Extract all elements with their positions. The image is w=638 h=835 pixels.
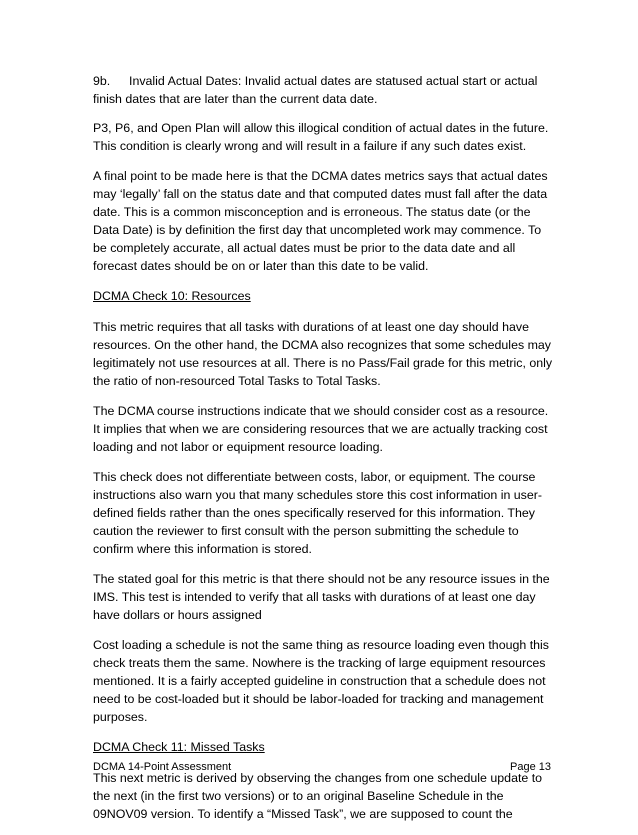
paragraph: The DCMA course instructions indicate that we should consider cost as a resource. It implies that when we are considering resources that we are actually tracking cost loading and not labor or equipment resource loading. bbox=[93, 404, 549, 454]
paragraph: This check does not differentiate between costs, labor, or equipment. The course instructions also warn you that many schedules store this cost information in user-defined fields rather than the ones specifically reserved for this information. They caution the reviewer to first consult with the person submitting the schedule to confirm where this information is stored. bbox=[93, 470, 543, 556]
paragraph: A final point to be made here is that the DCMA dates metrics says that actual dates may ‘legally’ fall on the status date and that computed dates must fall after the data date. This is a common misconception and is erroneous. The status date (or the Data Date) is by definition the first day that uncompleted work may commence. To be completely accurate, all actual dates must be prior to the data date and all forecast dates should be on or later than this date to be valid. bbox=[93, 169, 548, 273]
section-heading-check-11: DCMA Check 11: Missed Tasks bbox=[93, 740, 265, 754]
page-body bbox=[93, 72, 553, 835]
footer-title: DCMA 14-Point Assessment bbox=[93, 761, 232, 773]
paragraph: The stated goal for this metric is that there should not be any resource issues in the IMS. This test is intended to verify that all tasks with durations of at least one day have dollars or hours assigned bbox=[93, 572, 550, 622]
item-text: Invalid Actual Dates: Invalid actual dates are statused actual start or actual finish dates that are later than the current data date. bbox=[93, 74, 538, 106]
section-heading-check-10: DCMA Check 10: Resources bbox=[93, 289, 251, 303]
paragraph: This next metric is derived by observing the changes from one schedule update to the next (in the first two versions) or to an original Baseline Schedule in the 09NOV09 version. To identify a “Missed Task”, we are supposed to count the bbox=[93, 771, 543, 821]
item-9b bbox=[93, 72, 553, 108]
item-number: 9b. bbox=[93, 74, 111, 88]
paragraph: P3, P6, and Open Plan will allow this illogical condition of actual dates in the future. This condition is clearly wrong and will result in a failure if any such dates exist. bbox=[93, 121, 549, 153]
page-number: Page 13 bbox=[510, 761, 551, 773]
paragraph: This metric requires that all tasks with durations of at least one day should have resources. On the other hand, the DCMA also recognizes that some schedules may legitimately not use resources at all. There is no Pass/Fail grade for this metric, only the ratio of non-resourced Total Tasks to Total Tasks. bbox=[93, 320, 553, 388]
paragraph: Cost loading a schedule is not the same thing as resource loading even though this check treats them the same. Nowhere is the tracking of large equipment resources mentioned. It is a fairly accepted guideline in construction that a schedule does not need to be cost-loaded but it should be labor-loaded for tracking and management purposes. bbox=[93, 638, 549, 724]
